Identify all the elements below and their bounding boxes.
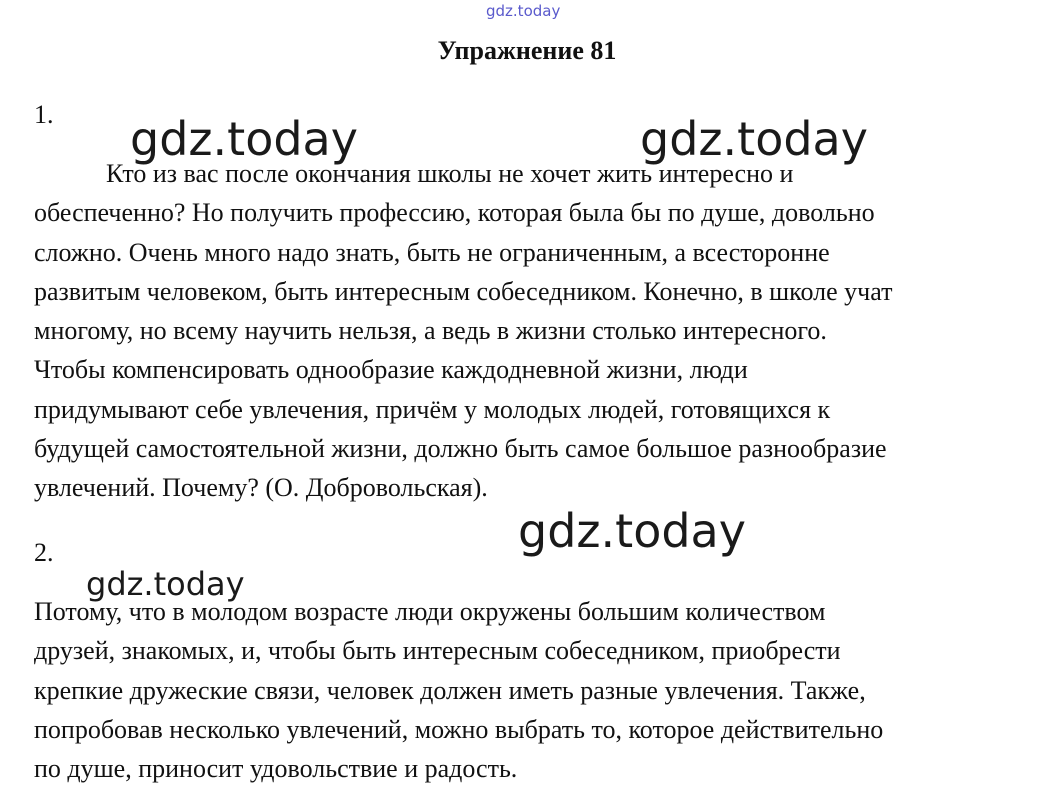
text-line: друзей, знакомых, и, чтобы быть интересным собеседником, приобрести [34, 636, 841, 666]
text-line: многому, но всему научить нельзя, а ведь в жизни столько интересного. [34, 316, 827, 346]
text-line: обеспеченно? Но получить профессию, которая была бы по душе, довольно [34, 198, 875, 228]
exercise-text [34, 154, 1034, 508]
answer-text [34, 592, 1034, 788]
text-line: будущей самостоятельной жизни, должно быть самое большое разнообразие [34, 434, 887, 464]
watermark: gdz.today [640, 112, 868, 166]
section-number-2: 2. [34, 538, 54, 567]
watermark-top: gdz.today [486, 2, 561, 20]
section-number-1: 1. [34, 100, 54, 129]
text-line: Чтобы компенсировать однообразие каждодневной жизни, люди [34, 355, 748, 385]
text-line: развитым человеком, быть интересным собеседником. Конечно, в школе учат [34, 276, 893, 306]
text-line: крепкие дружеские связи, человек должен иметь разные увлечения. Также, [34, 675, 866, 705]
text-line: увлечений. Почему? (О. Добровольская). [34, 473, 488, 503]
watermark: gdz.today [86, 565, 245, 603]
text-line: сложно. Очень много надо знать, быть не ограниченным, а всесторонне [34, 237, 830, 267]
text-line: Кто из вас после окончания школы не хочет жить интересно и [106, 159, 794, 188]
watermark: gdz.today [518, 504, 746, 558]
exercise-title: Упражнение 81 [437, 36, 617, 65]
text-line: придумывают себе увлечения, причём у молодых людей, готовящихся к [34, 394, 831, 424]
text-line: по душе, приносит удовольствие и радость. [34, 754, 518, 784]
watermark: gdz.today [130, 112, 358, 166]
text-line: попробовав несколько увлечений, можно выбрать то, которое действительно [34, 714, 884, 744]
text-line: Потому, что в молодом возрасте люди окружены большим количеством [34, 597, 826, 626]
